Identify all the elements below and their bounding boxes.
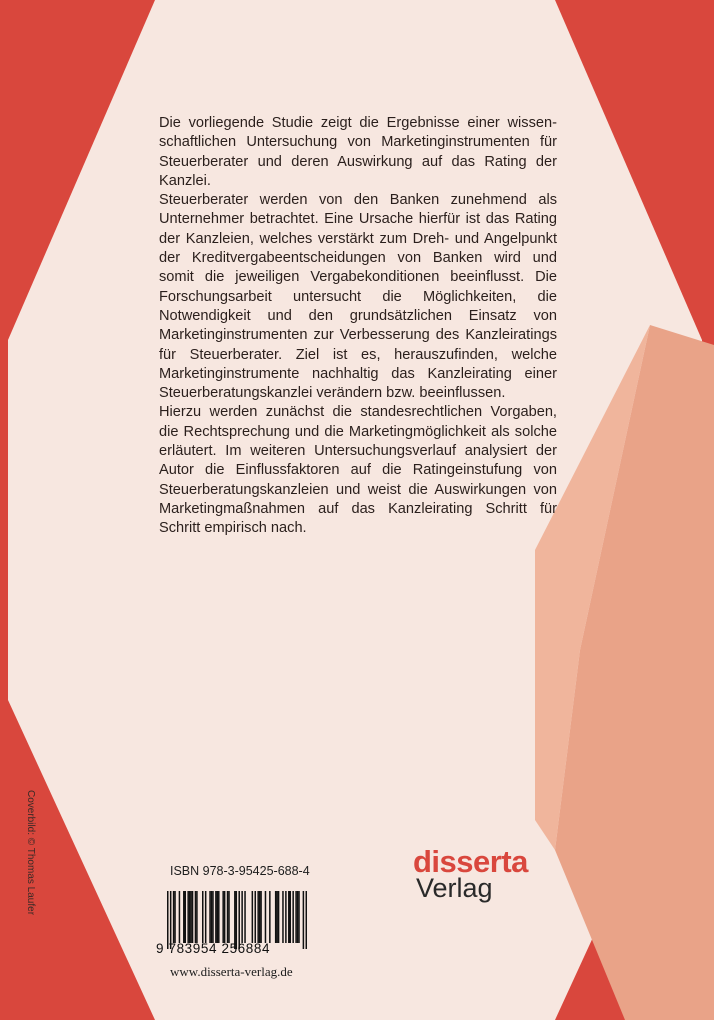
barcode-bar <box>278 891 280 943</box>
barcode-bar <box>290 891 292 943</box>
barcode-bar <box>282 891 284 943</box>
blurb-paragraph: Die vorliegende Studie zeigt die Ergebnisse einer wissenschaftlichen Untersuchung von Marketinginstrumenten für Steuerberater und deren Auswirkung auf das Rating der Kanzlei. <box>159 115 557 189</box>
barcode-bar <box>292 891 294 943</box>
barcode-bar <box>265 891 267 943</box>
barcode-bar <box>174 891 176 943</box>
cover-image-credit: Coverbild: © Thomas Laufer <box>25 790 36 916</box>
barcode-bar <box>189 891 191 943</box>
barcode-bar <box>257 891 259 943</box>
isbn-label: ISBN 978-3-95425-688-4 <box>170 864 310 878</box>
barcode-bar <box>297 891 299 943</box>
barcode-bar <box>192 891 194 943</box>
barcode-bar <box>222 891 224 943</box>
barcode-bar <box>187 891 189 943</box>
barcode-bar <box>215 891 217 943</box>
barcode-bar <box>260 891 262 943</box>
publisher-logo-verlag: Verlag <box>416 873 493 903</box>
barcode-bar <box>205 891 207 943</box>
barcode-digits: 9 783954 256884 <box>156 941 271 956</box>
barcode-bar <box>209 891 211 943</box>
barcode-bar <box>183 891 185 943</box>
publisher-logo-disserta: disserta <box>413 844 528 879</box>
barcode-bar <box>173 891 175 943</box>
barcode-bar <box>217 891 219 943</box>
barcode-bar <box>269 891 271 943</box>
barcode-bar <box>196 891 198 943</box>
barcode-bar <box>202 891 204 943</box>
barcode-bar <box>298 891 300 943</box>
barcode-bar <box>218 891 220 943</box>
barcode-bar <box>295 891 297 943</box>
barcode-bar <box>179 891 181 943</box>
barcode-bar <box>259 891 261 943</box>
barcode-bar <box>185 891 187 943</box>
blurb-paragraph: Hierzu werden zunächst die standesrechtlichen Vorgaben, die Rechtsprechung und die Marketingmöglichkeit als solche erläutert. Im weiteren Untersuchungsverlauf analysiert der Autor die Einflussfaktoren auf die Ratingeinstufung von Steuerberatungskanzleien und weist die Auswirkungen von Marketingmaßnahmen auf das Kanzleirating Schritt für Schritt empirisch nach. <box>159 404 557 537</box>
barcode-bar <box>190 891 192 943</box>
barcode-bar <box>288 891 290 943</box>
barcode-bar <box>285 891 287 943</box>
blurb-paragraph: Steuerberater werden von den Banken zunehmend als Unternehmer betrachtet. Eine Ursache hierfür ist das Rating der Kanzleien, welches verstärkt zum Dreh- und Angelpunkt der Kreditvergabeentscheidungen von Banken wird und somit die jeweiligen Vergabekonditionen beeinflusst. Die Forschungsarbeit untersucht die Möglichkeiten, die Notwendigkeit und den grundsätzlichen Einsatz von Marketinginstrumenten zur Verbesserung des Kanzleiratings für Steuerberater. Ziel ist es, herauszufinden, welche Marketinginstrumente nachhaltig das Kanzleirating einer Steuerberatungskanzlei verändern bzw. beeinflussen. <box>159 192 557 402</box>
barcode-bar <box>255 891 257 943</box>
publisher-website[interactable]: www.disserta-verlag.de <box>170 964 293 979</box>
barcode-bar <box>212 891 214 943</box>
barcode-bar <box>276 891 278 943</box>
barcode-bar <box>227 891 229 943</box>
barcode-bar <box>244 891 246 943</box>
back-cover-blurb <box>159 114 557 539</box>
barcode-bar <box>195 891 197 943</box>
barcode-bar <box>211 891 213 943</box>
barcode-bar <box>252 891 254 943</box>
barcode-bar <box>275 891 277 943</box>
barcode-bar <box>228 891 230 943</box>
barcode-bar <box>241 891 243 943</box>
barcode-bar <box>224 891 226 943</box>
